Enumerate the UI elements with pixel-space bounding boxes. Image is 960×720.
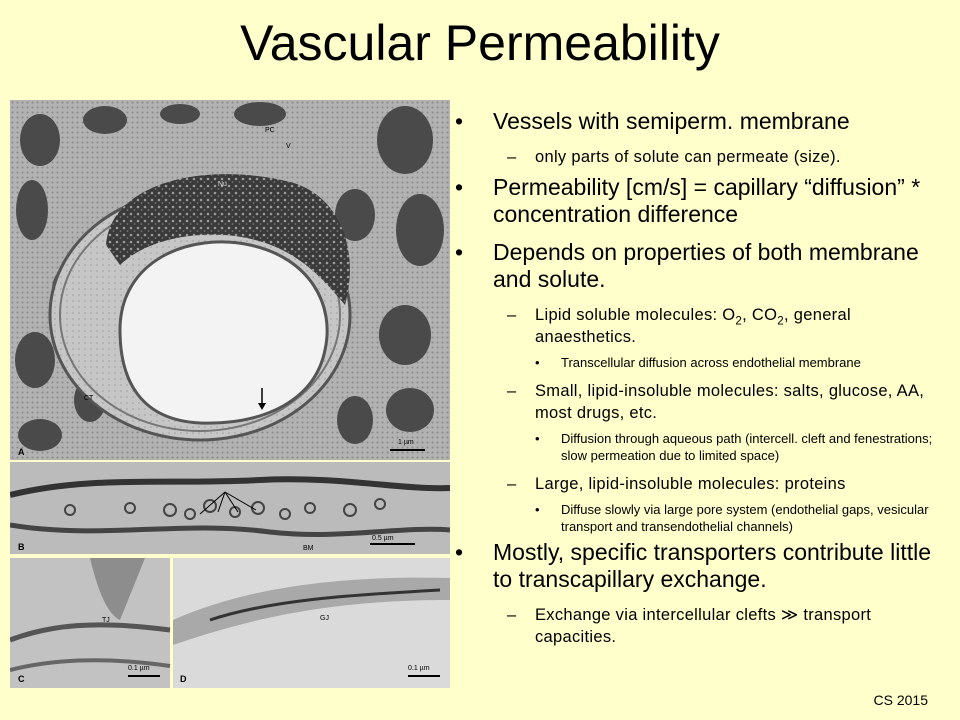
slide-title: Vascular Permeability (240, 15, 720, 71)
detail-bullet-item (455, 354, 955, 371)
detail-bullet-text: Diffusion through aqueous path (intercell. cleft and fenestrations; slow permeation due to limited space) (561, 431, 933, 463)
label-pc: PC (265, 127, 275, 134)
bullet-marker: • (455, 108, 464, 134)
detail-bullet-text: Transcellular diffusion across endothelial membrane (561, 355, 861, 370)
detail-bullet-text: Diffuse slowly via large pore system (endothelial gaps, vesicular transport and transendothelial channels) (561, 502, 929, 534)
panel-c (10, 558, 170, 688)
sub-bullet-text: only parts of solute can permeate (size). (535, 148, 841, 166)
bullet-marker: • (455, 239, 464, 265)
dash-marker: – (507, 148, 517, 166)
scale-bar-a: 1 µm (398, 439, 414, 446)
bullet-item (455, 239, 955, 293)
sub-bullet-text: Exchange via intercellular clefts ≫ transport capacities. (535, 606, 872, 646)
scale-bar-d: 0.1 µm (408, 665, 430, 672)
bullet-text: Mostly, specific transporters contribute little to transcapillary exchange. (493, 539, 932, 592)
dash-marker: – (507, 475, 517, 493)
sub-bullet-item (455, 604, 955, 648)
sub-bullet-text: Large, lipid-insoluble molecules: proteins (535, 475, 846, 493)
label-ct: CT (84, 395, 94, 402)
scale-bar-b: 0.5 µm (372, 535, 394, 542)
bullet-item (455, 174, 955, 228)
detail-bullet-item (455, 430, 955, 464)
label-v: V (286, 143, 291, 150)
bullet-marker: • (535, 502, 540, 517)
sub-bullet-item (455, 380, 955, 424)
bullet-marker: • (455, 539, 464, 565)
bullet-text: Vessels with semiperm. membrane (493, 108, 850, 134)
bullet-marker: • (535, 355, 540, 370)
label-gj: GJ (320, 615, 329, 622)
sub-bullet-item (455, 304, 955, 348)
panel-a (10, 100, 450, 460)
dash-marker: – (507, 382, 517, 400)
panel-label-b: B (18, 542, 25, 552)
electron-micrograph (10, 100, 450, 688)
dash-marker: – (507, 606, 517, 624)
footer-credit: CS 2015 (873, 692, 928, 708)
bullet-list (455, 108, 955, 654)
bullet-marker: • (455, 174, 464, 200)
panel-d (173, 558, 450, 688)
label-bm: BM (303, 545, 314, 552)
panel-b (10, 462, 450, 554)
bullet-marker: • (535, 431, 540, 446)
sub-bullet-item (455, 146, 955, 168)
sub-bullet-text: Small, lipid-insoluble molecules: salts, glucose, AA, most drugs, etc. (535, 382, 925, 422)
panel-label-a: A (18, 447, 25, 457)
label-nu: Nu (218, 181, 227, 188)
bullet-item (455, 539, 955, 593)
bullet-text: Permeability [cm/s] = capillary “diffusion” * concentration difference (493, 174, 921, 227)
detail-bullet-item (455, 501, 955, 535)
panel-label-d: D (180, 674, 187, 684)
panel-label-c: C (18, 674, 25, 684)
bullet-text: Depends on properties of both membrane and solute. (493, 239, 919, 292)
scale-bar-c: 0.1 µm (128, 665, 150, 672)
sub-bullet-item (455, 473, 955, 495)
dash-marker: – (507, 306, 517, 324)
bullet-item (455, 108, 955, 135)
label-tj: TJ (102, 617, 110, 624)
sub-bullet-text: Lipid soluble molecules: $O_2$, $CO_2$, general anaesthetics. (535, 306, 851, 346)
